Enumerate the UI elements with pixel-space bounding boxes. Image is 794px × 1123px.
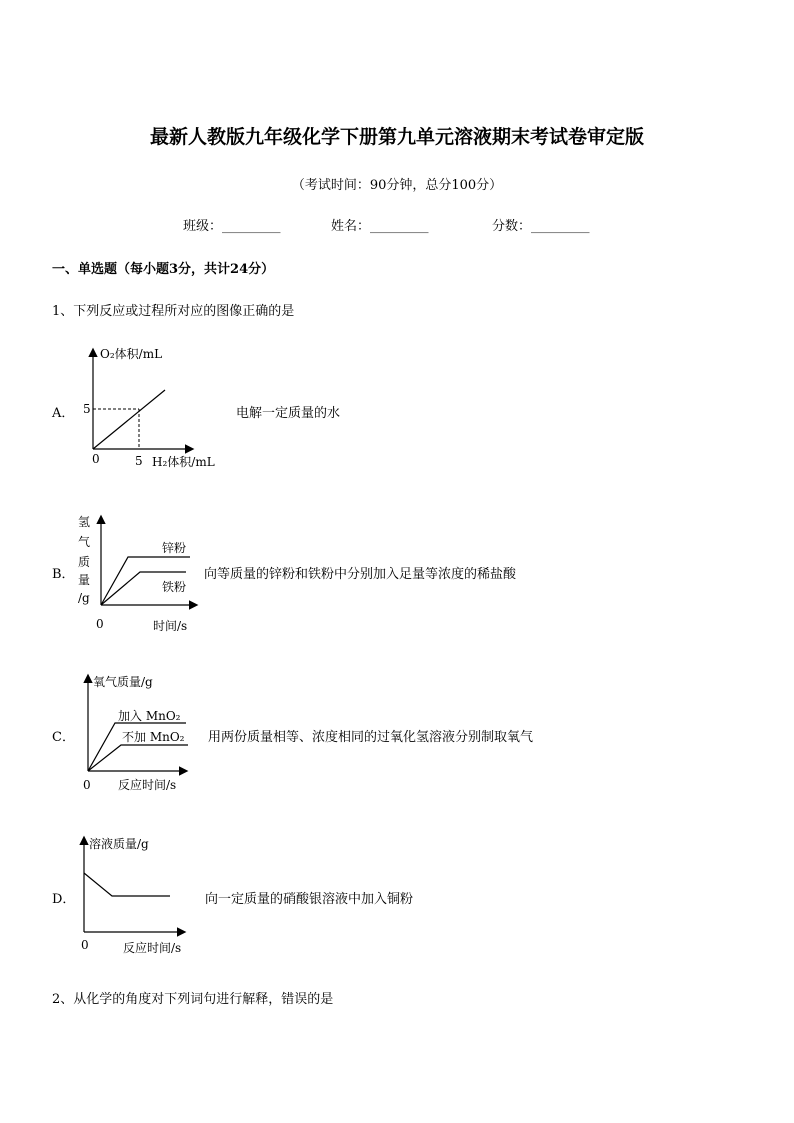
x-axis-label: H₂体积/mL — [152, 455, 215, 469]
option-d-graph — [70, 832, 200, 958]
origin-label: 0 — [92, 452, 100, 466]
data-line — [93, 390, 165, 449]
exam-subtitle: （考试时间：90分钟，总分100分） — [291, 178, 503, 193]
option-c-letter: C． — [52, 730, 75, 745]
origin-label: 0 — [96, 617, 104, 631]
x-axis-label: 时间/s — [153, 619, 188, 633]
solution-mass-line — [84, 873, 170, 896]
option-c-graph — [70, 670, 200, 796]
class-field: 班级：_________ — [183, 219, 281, 234]
option-c-desc: 用两份质量相等、浓度相同的过氧化氢溶液分别制取氧气 — [208, 730, 534, 745]
y-label-char: 质 — [78, 555, 91, 569]
y-axis-label: 氧气质量/g — [93, 675, 153, 689]
section-heading: 一、单选题（每小题3分，共计24分） — [52, 262, 275, 277]
name-field: 姓名：_________ — [331, 219, 429, 234]
question-1-stem: 1、下列反应或过程所对应的图像正确的是 — [52, 304, 295, 319]
option-d-desc: 向一定质量的硝酸银溶液中加入铜粉 — [205, 892, 414, 907]
y-axis-label: 溶液质量/g — [89, 837, 149, 851]
score-field: 分数：_________ — [492, 219, 590, 234]
page-title: 最新人教版九年级化学下册第九单元溶液期末考试卷审定版 — [149, 126, 644, 148]
question-2-stem: 2、从化学的角度对下列词句进行解释，错误的是 — [52, 992, 334, 1007]
option-d-letter: D． — [52, 892, 76, 907]
y-axis-label: O₂体积/mL — [100, 347, 163, 361]
option-a-letter: A． — [52, 406, 75, 421]
y-label-char: 量 — [78, 573, 91, 587]
no-mno2-line — [88, 745, 188, 771]
origin-label: 0 — [83, 778, 91, 792]
mno2-label: 加入 MnO₂ — [118, 709, 181, 723]
y-label-char: 氢 — [78, 515, 91, 529]
y-label-char: 气 — [78, 535, 91, 549]
option-b-desc: 向等质量的锌粉和铁粉中分别加入足量等浓度的稀盐酸 — [204, 567, 517, 582]
zinc-label: 锌粉 — [162, 541, 187, 555]
option-a-desc: 电解一定质量的水 — [236, 406, 341, 421]
origin-label: 0 — [81, 938, 89, 952]
option-a-graph — [70, 342, 240, 472]
x-axis-label: 反应时间/s — [118, 778, 177, 792]
option-b-letter: B． — [52, 567, 75, 582]
option-b-graph — [74, 512, 204, 637]
y-label-char: /g — [78, 591, 90, 605]
y-tick-label: 5 — [83, 402, 91, 416]
iron-label: 铁粉 — [162, 580, 187, 594]
x-tick-label: 5 — [135, 454, 143, 468]
x-axis-label: 反应时间/s — [123, 941, 182, 955]
no-mno2-label: 不加 MnO₂ — [122, 730, 185, 744]
